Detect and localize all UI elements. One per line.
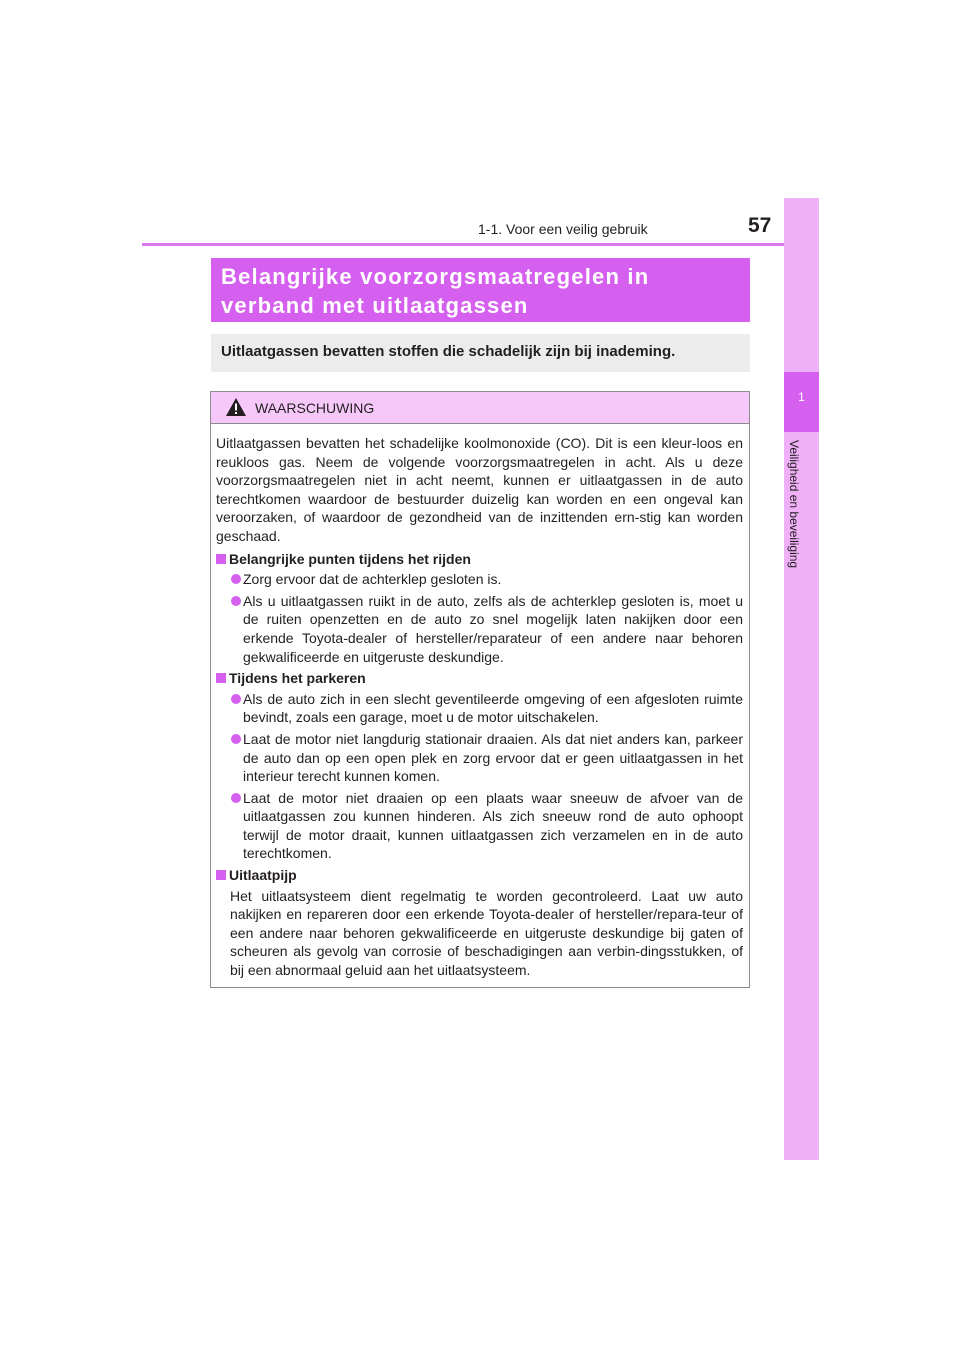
warning-label: WAARSCHUWING — [255, 400, 375, 416]
section-title-line-2: verband met uitlaatgassen — [221, 293, 529, 318]
list-item — [216, 592, 743, 666]
list-item-text: Laat de motor niet langdurig stationair draaien. Als dat niet anders kan, parkeer de auto dan op een open plek en zorg ervoor dat er geen uitlaatgassen in het interieur terecht kunnen komen. — [243, 730, 743, 785]
header-rule — [142, 243, 819, 246]
square-bullet-icon — [216, 554, 226, 564]
summary-box: Uitlaatgassen bevatten stoffen die schadelijk zijn bij inademing. — [211, 334, 750, 372]
list-item-text: Laat de motor niet draaien op een plaats waar sneeuw de afvoer van de uitlaatgassen zou kunnen hinderen. Als zich sneeuw rond de auto ophoopt terwijl de motor draait, kunnen uitlaatgassen zich verzamelen en in de auto terechtkomen. — [243, 789, 743, 862]
chapter-side-tab — [784, 198, 819, 1160]
square-bullet-icon — [216, 673, 226, 683]
warning-triangle-icon — [225, 397, 247, 417]
list-item-text: Als u uitlaatgassen ruikt in de auto, zelfs als de achterklep gesloten is, moet u de ruiten openzetten en de auto zo snel mogelijk laten nakijken door een erkende Toyota-dealer of hersteller/reparateur of een andere naar behoren gekwalificeerde en uitgeruste deskundige. — [243, 592, 743, 665]
round-bullet-icon — [231, 694, 241, 704]
warning-body — [211, 424, 749, 980]
list-item-text: Zorg ervoor dat de achterklep gesloten is. — [243, 571, 502, 588]
round-bullet-icon — [231, 574, 241, 584]
exhaust-pipe-text: Het uitlaatsysteem dient regelmatig te worden gecontroleerd. Laat uw auto nakijken en repareren door een erkende Toyota-dealer of hersteller/repara-teur of een andere naar behoren gekwalificeerde en uitgeruste deskundige bij gaten of scheuren als gevolg van corrosie of beschadigingen aan verbin-dingsstukken, of bij een abnormaal geluid aan het uitlaatsysteem. — [230, 887, 743, 979]
list-item — [216, 690, 743, 727]
section-reference: 1-1. Voor een veilig gebruik — [478, 221, 648, 237]
sub-heading-text: Tijdens het parkeren — [229, 670, 366, 687]
round-bullet-icon — [231, 734, 241, 744]
round-bullet-icon — [231, 596, 241, 606]
chapter-number: 1 — [798, 390, 805, 404]
warning-intro: Uitlaatgassen bevatten het schadelijke koolmonoxide (CO). Dit is een kleur-loos en reukloos gas. Neem de volgende voorzorgsmaatregelen in acht. Als u deze voorzorgsmaatregelen niet in acht neemt, kunnen er uitlaatgassen in de auto terechtkomen waardoor de bestuurder duizelig kan worden en een ongeval kan veroorzaken, of waardoor de gezondheid van de inzittenden ern-stig kan worden geschaad. — [216, 435, 743, 544]
warning-header — [211, 392, 749, 424]
warning-box — [210, 391, 750, 988]
list-item — [216, 570, 743, 589]
chapter-label: Veiligheid en beveiliging — [787, 440, 801, 569]
sub-heading-exhaust-pipe — [216, 866, 743, 885]
sub-heading-parking — [216, 669, 743, 688]
square-bullet-icon — [216, 870, 226, 880]
page-number: 57 — [748, 214, 772, 237]
sub-heading-text: Belangrijke punten tijdens het rijden — [229, 550, 471, 567]
sub-heading-driving — [216, 550, 743, 569]
list-item — [216, 730, 743, 786]
list-item-text: Als de auto zich in een slecht geventileerde omgeving of een afgesloten ruimte bevindt, zoals een garage, moet u de motor uitschakelen. — [243, 690, 743, 726]
section-title-line-1: Belangrijke voorzorgsmaatregelen in — [221, 264, 650, 289]
sub-heading-text: Uitlaatpijp — [229, 867, 297, 884]
section-title-box — [211, 258, 750, 322]
list-item — [216, 789, 743, 863]
round-bullet-icon — [231, 793, 241, 803]
